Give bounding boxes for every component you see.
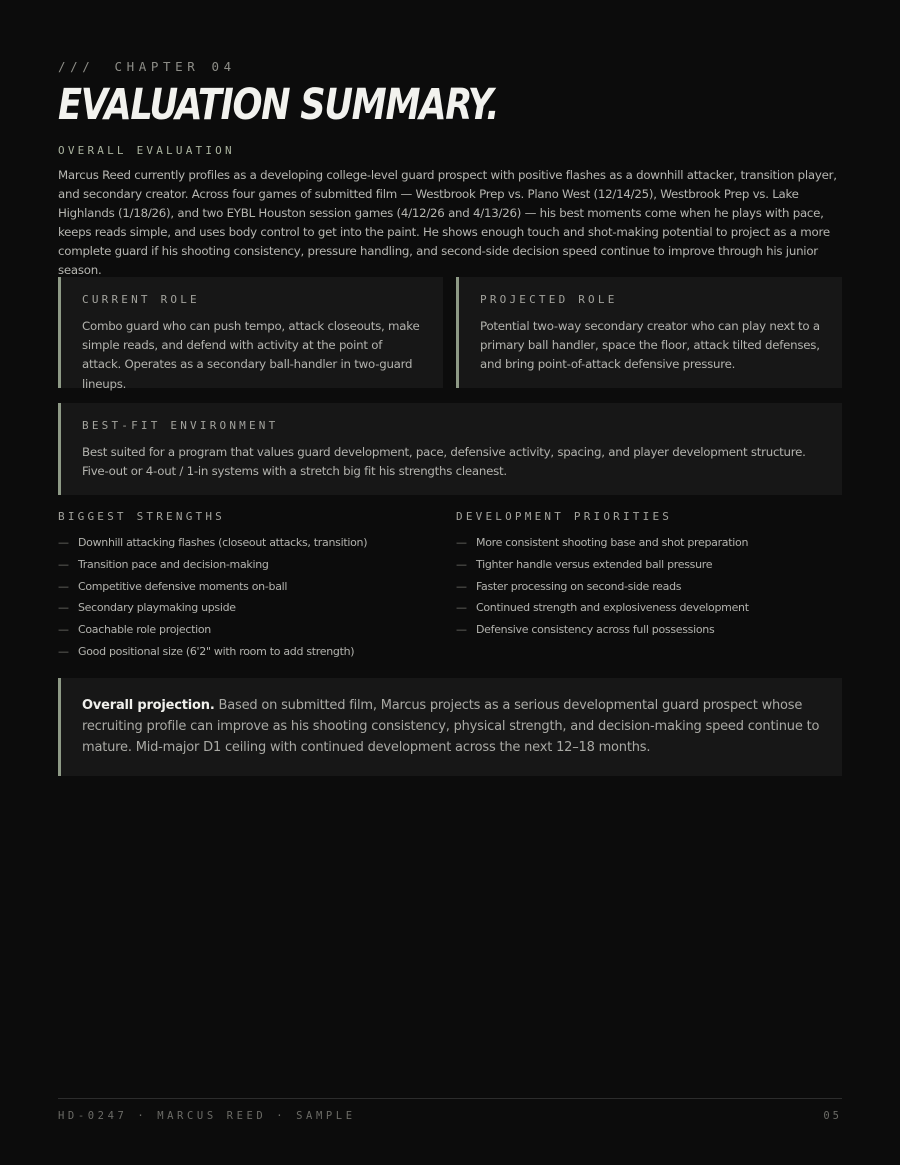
- current-role-card: [58, 277, 443, 391]
- dash-bullet-icon: —: [58, 536, 69, 549]
- dash-bullet-icon: —: [58, 601, 69, 615]
- list-item: [58, 532, 444, 554]
- best-fit-environment-card: [58, 403, 842, 495]
- overall-projection-body: Based on submitted film, Marcus projects as a serious developmental guard prospect whose recruiting profile can improve as his shooting consistency, physical strength, and decision-making speed continue to mature. Mid-major D1 ceiling with continued development across the next 12–18 months.: [82, 698, 820, 756]
- dash-bullet-icon: —: [58, 644, 69, 658]
- priority-text: Tighter handle versus extended ball pressure: [476, 557, 713, 571]
- strengths-column: [58, 510, 444, 663]
- eyebrow-slashes: ///: [58, 59, 95, 74]
- projected-role-card: [456, 277, 842, 388]
- report-page: [58, 0, 842, 1165]
- dash-bullet-icon: —: [456, 557, 467, 571]
- footer-divider: [58, 1098, 842, 1099]
- dash-bullet-icon: —: [58, 557, 69, 571]
- dash-bullet-icon: —: [58, 579, 69, 593]
- strength-text: Competitive defensive moments on-ball: [78, 579, 288, 593]
- strength-text: Transition pace and decision-making: [78, 557, 269, 571]
- strength-text: Downhill attacking flashes (closeout attacks, transition): [78, 536, 368, 549]
- priority-text: More consistent shooting base and shot preparation: [476, 536, 749, 549]
- overall-evaluation-text: Marcus Reed currently profiles as a developing college-level guard prospect with positive flashes as a downhill attacker, transition player, and secondary creator. Across four games of submitted film — Westbrook Prep vs. Plano West (12/14/25), Westbrook Prep vs. Lake Highlands (1/18/26), and two EYBL Houston session games (4/12/26 and 4/13/26) — his best moments come when he plays with pace, keeps reads simple, and uses body control to get into the paint. He shows enough touch and shot-making potential to project as a more complete guard if his shooting consistency, pressure handling, and second-side decision speed continue to improve through his junior season.: [58, 168, 837, 278]
- list-item: [58, 554, 444, 576]
- list-item: [456, 554, 842, 576]
- strengths-list: [58, 532, 444, 663]
- list-item: [58, 597, 444, 619]
- list-item: [456, 597, 842, 619]
- current-role-text: Combo guard who can push tempo, attack closeouts, make simple reads, and defend with activity at the point of attack. Operates as a secondary ball-handler in two-guard lineups.: [82, 319, 420, 391]
- priorities-label: DEVELOPMENT PRIORITIES: [456, 510, 673, 523]
- list-item: [58, 641, 444, 663]
- projected-role-label: PROJECTED ROLE: [480, 293, 618, 306]
- list-item: [58, 576, 444, 598]
- dash-bullet-icon: —: [58, 623, 69, 637]
- projected-role-text: Potential two-way secondary creator who can play next to a primary ball handler, space the floor, attack tilted defenses, and bring point-of-attack defensive pressure.: [480, 319, 820, 372]
- priorities-list: [456, 532, 842, 641]
- dash-bullet-icon: —: [456, 536, 467, 549]
- dash-bullet-icon: —: [456, 579, 467, 593]
- overall-projection-text: [82, 695, 820, 759]
- priority-text: Faster processing on second-side reads: [476, 579, 682, 593]
- overall-evaluation-label: OVERALL EVALUATION: [58, 144, 235, 157]
- dash-bullet-icon: —: [456, 623, 467, 637]
- strength-text: Coachable role projection: [78, 623, 211, 637]
- strength-text: Good positional size (6'2" with room to add strength): [78, 644, 355, 658]
- best-fit-environment-text: Best suited for a program that values guard development, pace, defensive activity, spacing, and player development structure. Five-out or 4-out / 1-in systems with a stretch big fit his strengths cleanest.: [82, 445, 806, 479]
- priority-text: Defensive consistency across full possessions: [476, 623, 715, 637]
- list-item: [456, 532, 842, 554]
- chapter-eyebrow: [58, 59, 236, 74]
- overall-projection-card: [58, 678, 842, 776]
- footer-page-number: 05: [823, 1110, 842, 1122]
- best-fit-environment-label: BEST-FIT ENVIRONMENT: [82, 419, 279, 432]
- chapter-label: CHAPTER 04: [114, 59, 236, 74]
- strength-text: Secondary playmaking upside: [78, 601, 236, 615]
- list-item: [456, 619, 842, 641]
- footer-document-id: HD-0247 · MARCUS REED · SAMPLE: [58, 1110, 356, 1122]
- priority-text: Continued strength and explosiveness development: [476, 601, 749, 615]
- dash-bullet-icon: —: [456, 601, 467, 615]
- overall-projection-lead: Overall projection.: [82, 698, 215, 713]
- page-title: EVALUATION SUMMARY.: [58, 80, 499, 130]
- list-item: [456, 576, 842, 598]
- current-role-label: CURRENT ROLE: [82, 293, 200, 306]
- list-item: [58, 619, 444, 641]
- priorities-column: [456, 510, 842, 641]
- strengths-label: BIGGEST STRENGTHS: [58, 510, 225, 523]
